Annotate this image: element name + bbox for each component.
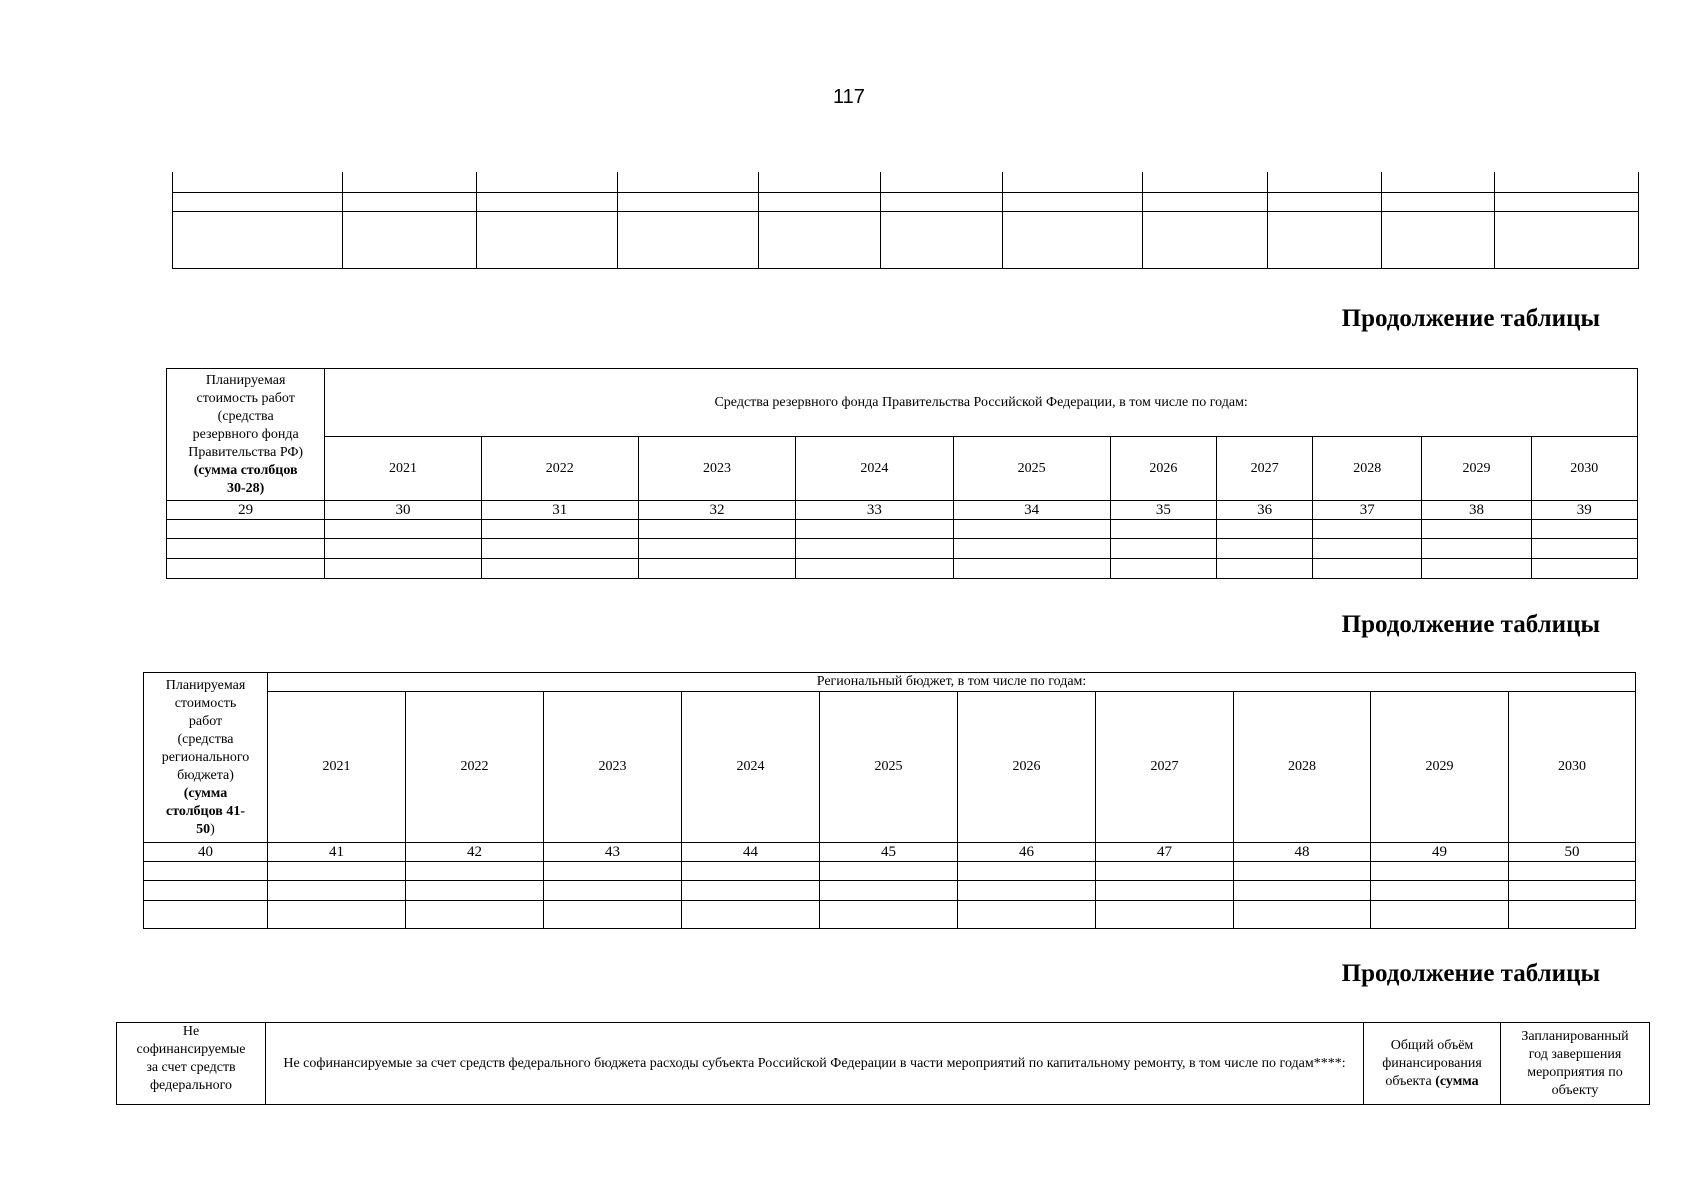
table-row <box>167 539 1638 559</box>
reserve-fund-group-header: Средства резервного фонда Правительства Российской Федерации, в том числе по годам: <box>325 369 1638 437</box>
total-financing-header: Общий объём финансирования объекта (сумма <box>1364 1023 1501 1105</box>
continuation-title: Продолжение таблицы <box>1341 305 1600 332</box>
table-regional-budget <box>143 672 1636 929</box>
column-number: 36 <box>1217 501 1313 520</box>
column-number: 45 <box>820 843 958 862</box>
column-number: 40 <box>144 843 268 862</box>
regional-budget-group-header: Региональный бюджет, в том числе по годам: <box>268 673 1636 692</box>
column-number-row <box>167 501 1638 520</box>
column-number: 37 <box>1313 501 1422 520</box>
year-header: 2027 <box>1096 692 1234 843</box>
table-reserve-fund <box>166 368 1638 579</box>
year-header: 2023 <box>544 692 682 843</box>
page-number: 117 <box>833 86 865 108</box>
column-number: 38 <box>1422 501 1531 520</box>
column-number: 39 <box>1531 501 1637 520</box>
year-header: 2026 <box>1110 437 1216 501</box>
planned-completion-year-header: Запланированный год завершения мероприятия по объекту <box>1501 1023 1650 1105</box>
year-header: 2027 <box>1217 437 1313 501</box>
table-non-cofinanced <box>116 1022 1650 1105</box>
column-number: 50 <box>1509 843 1636 862</box>
table-row <box>173 211 1639 268</box>
table-row <box>173 192 1639 211</box>
column-number: 41 <box>268 843 406 862</box>
year-header: 2021 <box>325 437 481 501</box>
table-row <box>144 881 1636 901</box>
year-header: 2028 <box>1313 437 1422 501</box>
year-header: 2022 <box>406 692 544 843</box>
column-number: 34 <box>953 501 1110 520</box>
year-header: 2024 <box>796 437 953 501</box>
column-number: 47 <box>1096 843 1234 862</box>
column-number: 46 <box>958 843 1096 862</box>
year-header: 2029 <box>1371 692 1509 843</box>
column-number: 43 <box>544 843 682 862</box>
column-number-row <box>144 843 1636 862</box>
column-number: 44 <box>682 843 820 862</box>
year-header: 2021 <box>268 692 406 843</box>
column-number: 49 <box>1371 843 1509 862</box>
planned-cost-reserve-header: Планируемая стоимость работ (средства резервного фонда Правительства РФ) (сумма столбцов 30-28) <box>167 369 325 501</box>
non-cofinanced-by-years-header: Не софинансируемые за счет средств федерального бюджета расходы субъекта Российской Федерации в части мероприятий по капитальному ремонту, в том числе по годам****: <box>266 1023 1364 1105</box>
column-number: 48 <box>1234 843 1371 862</box>
year-header: 2028 <box>1234 692 1371 843</box>
year-header: 2030 <box>1509 692 1636 843</box>
year-header: 2025 <box>953 437 1110 501</box>
table-row <box>144 901 1636 929</box>
table-row <box>173 172 1639 192</box>
column-number: 30 <box>325 501 481 520</box>
table-row <box>167 559 1638 579</box>
year-header: 2023 <box>638 437 795 501</box>
year-header: 2025 <box>820 692 958 843</box>
non-cofinanced-header: Не софинансируемые за счет средств федерального <box>117 1023 266 1105</box>
table-row <box>167 520 1638 539</box>
continuation-title: Продолжение таблицы <box>1341 960 1600 987</box>
planned-cost-regional-header: Планируемая стоимость работ (средства регионального бюджета) (сумма столбцов 41- 50) <box>144 673 268 843</box>
year-header: 2024 <box>682 692 820 843</box>
column-number: 29 <box>167 501 325 520</box>
year-header: 2030 <box>1531 437 1637 501</box>
column-number: 32 <box>638 501 795 520</box>
table-previous-continuation <box>172 172 1639 269</box>
column-number: 33 <box>796 501 953 520</box>
column-number: 42 <box>406 843 544 862</box>
column-number: 35 <box>1110 501 1216 520</box>
continuation-title: Продолжение таблицы <box>1341 611 1600 638</box>
year-header: 2026 <box>958 692 1096 843</box>
year-header: 2022 <box>481 437 638 501</box>
table-row <box>144 862 1636 881</box>
column-number: 31 <box>481 501 638 520</box>
year-header: 2029 <box>1422 437 1531 501</box>
